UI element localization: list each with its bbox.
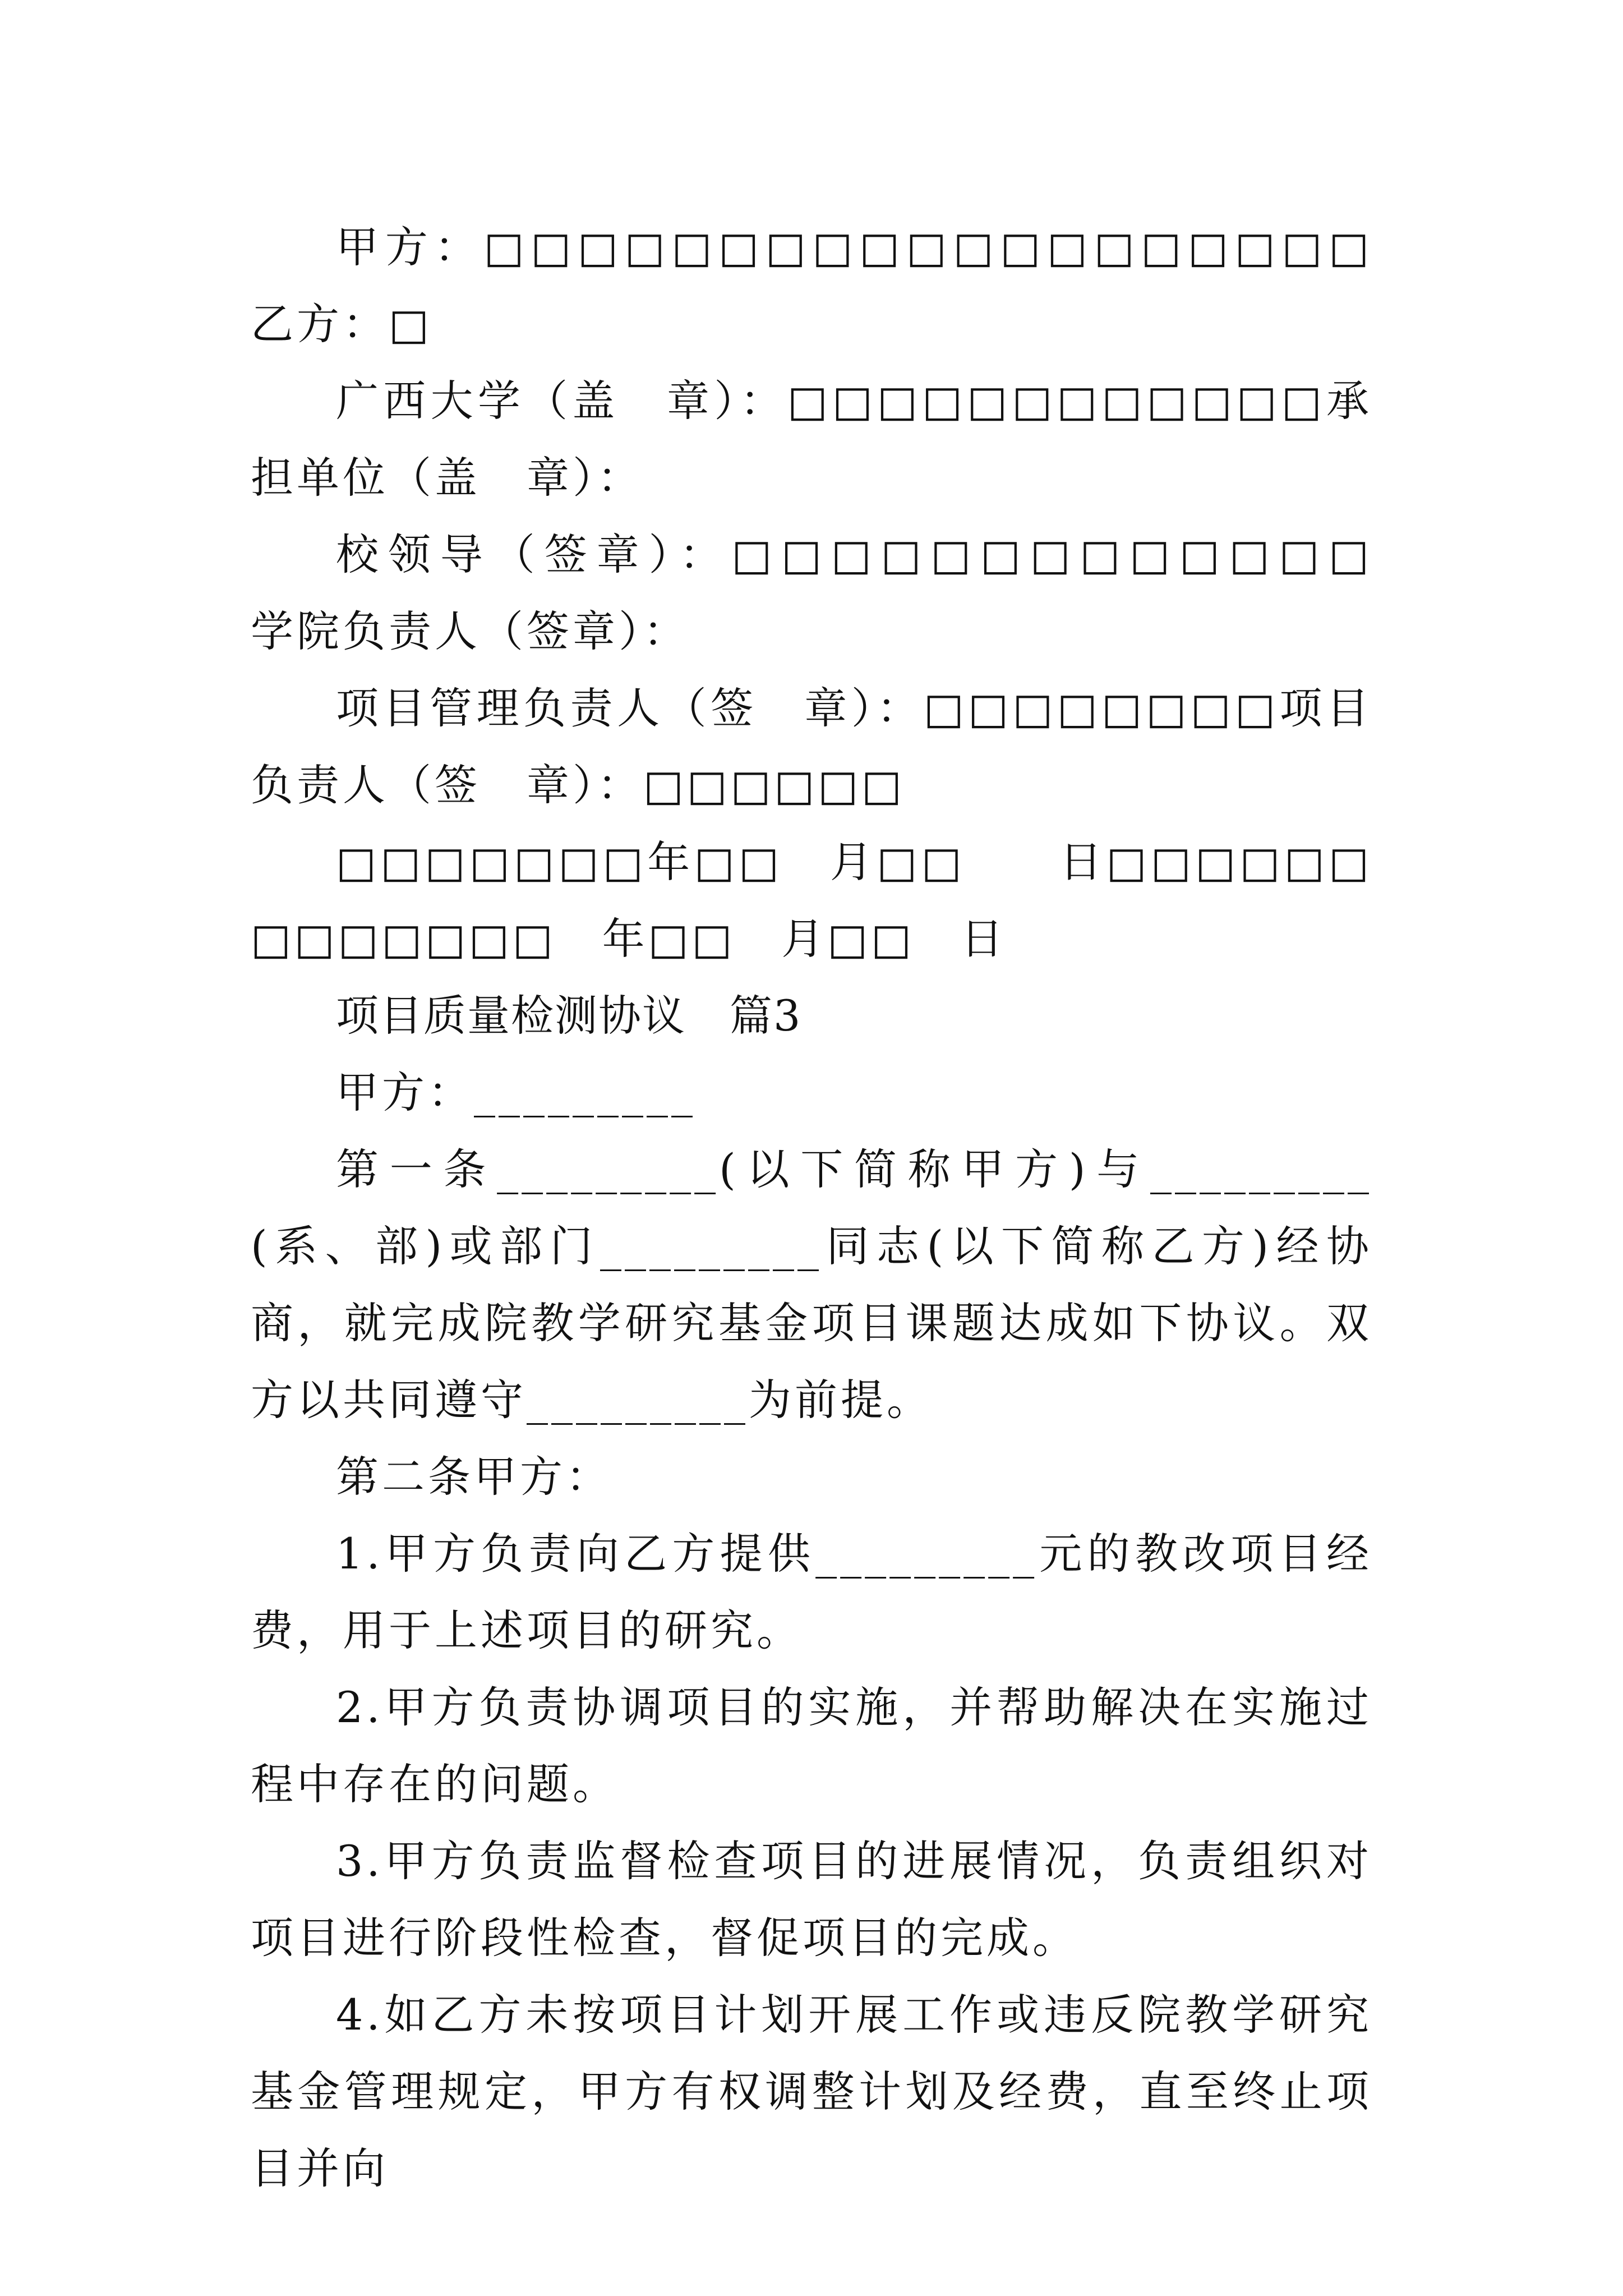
article-two-heading: 第二条甲方：	[336, 1452, 612, 1502]
party-signature-line: 甲方：□□□□□□□□□□□□□□□□□□□ 乙方：□	[251, 222, 1464, 349]
project-manager-signature-line: 项目管理负责人（签 章）：□□□□□□□□项目负责人（签 章）：□□□□□□	[251, 683, 1372, 810]
leader-signature-line: 校领导（签章）：□□□□□□□□□□□□□ 学院负责人（签章）：	[251, 530, 1464, 656]
article-one: 第一条_________(以下简称甲方)与_________(系、部)或部门_________同志(以下简称乙方)经协商，就完成院教学研究基金项目课题达成如下协议。双方以共同遵守_________为前提。	[251, 1144, 1372, 1425]
university-seal-line: 广西大学（盖 章）：□□□□□□□□□□□□承担单位（盖 章）：	[251, 376, 1372, 503]
party-a-line: 甲方：_________	[336, 1068, 696, 1117]
section-heading: 项目质量检测协议 篇3	[336, 991, 802, 1041]
document-body	[251, 209, 1464, 2207]
clause-4: 4.如乙方未按项目计划开展工作或违反院教学研究基金管理规定，甲方有权调整计划及经费，直至终止项目并向	[251, 1990, 1372, 2193]
clause-2: 2.甲方负责协调项目的实施，并帮助解决在实施过程中存在的问题。	[251, 1682, 1372, 1809]
clause-3: 3.甲方负责监督检查项目的进展情况，负责组织对项目进行阶段性检查，督促项目的完成。	[251, 1836, 1372, 1963]
date-line: □□□□□□□年□□ 月□□ 日□□□□□□□□□□□□□ 年□□ 月□□ 日	[251, 837, 1372, 964]
clause-1: 1.甲方负责向乙方提供_________元的教改项目经费，用于上述项目的研究。	[251, 1529, 1372, 1655]
